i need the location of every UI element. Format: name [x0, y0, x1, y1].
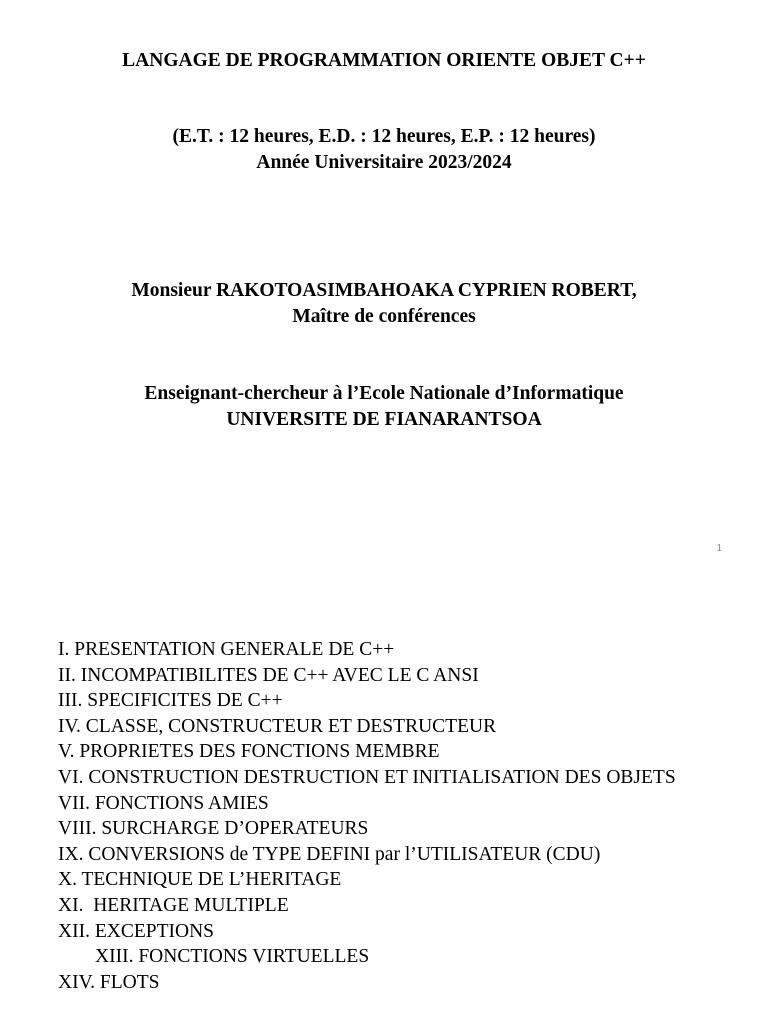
toc-item: V. PROPRIETES DES FONCTIONS MEMBRE	[58, 741, 440, 763]
toc-item: II. INCOMPATIBILITES DE C++ AVEC LE C ANSI	[58, 664, 479, 686]
teacher-affiliation: Enseignant-chercheur à l’Ecole Nationale d’Informatique	[144, 383, 624, 404]
toc-item: VIII. SURCHARGE D’OPERATEURS	[58, 818, 369, 840]
table-of-contents	[58, 637, 676, 995]
toc-item: XIII. FONCTIONS VIRTUELLES	[95, 946, 370, 968]
academic-year: Année Universitaire 2023/2024	[256, 152, 512, 173]
toc-item: I. PRESENTATION GENERALE DE C++	[58, 639, 395, 660]
toc-item: XII. EXCEPTIONS	[58, 920, 214, 942]
teacher-name: Monsieur RAKOTOASIMBAHOAKA CYPRIEN ROBERT,	[131, 280, 637, 301]
toc-item: XIV. FLOTS	[58, 971, 160, 993]
course-title: LANGAGE DE PROGRAMMATION ORIENTE OBJET C++	[122, 50, 646, 71]
teacher-title: Maître de conférences	[292, 306, 476, 327]
toc-item: VI. CONSTRUCTION DESTRUCTION ET INITIALISATION DES OBJETS	[58, 766, 676, 788]
university-name: UNIVERSITE DE FIANARANTSOA	[226, 409, 542, 430]
toc-item: IV. CLASSE, CONSTRUCTEUR ET DESTRUCTEUR	[58, 715, 497, 737]
toc-item: III. SPECIFICITES DE C++	[58, 690, 283, 712]
toc-item: IX. CONVERSIONS de TYPE DEFINI par l’UTILISATEUR (CDU)	[58, 843, 601, 865]
page-number: 1	[716, 543, 722, 554]
toc-item: XI. HERITAGE MULTIPLE	[58, 894, 289, 916]
contents-slide	[0, 575, 768, 1024]
course-hours: (E.T. : 12 heures, E.D. : 12 heures, E.P. : 12 heures)	[172, 126, 596, 147]
toc-item: X. TECHNIQUE DE L’HERITAGE	[58, 869, 342, 891]
toc-item: VII. FONCTIONS AMIES	[58, 792, 269, 814]
